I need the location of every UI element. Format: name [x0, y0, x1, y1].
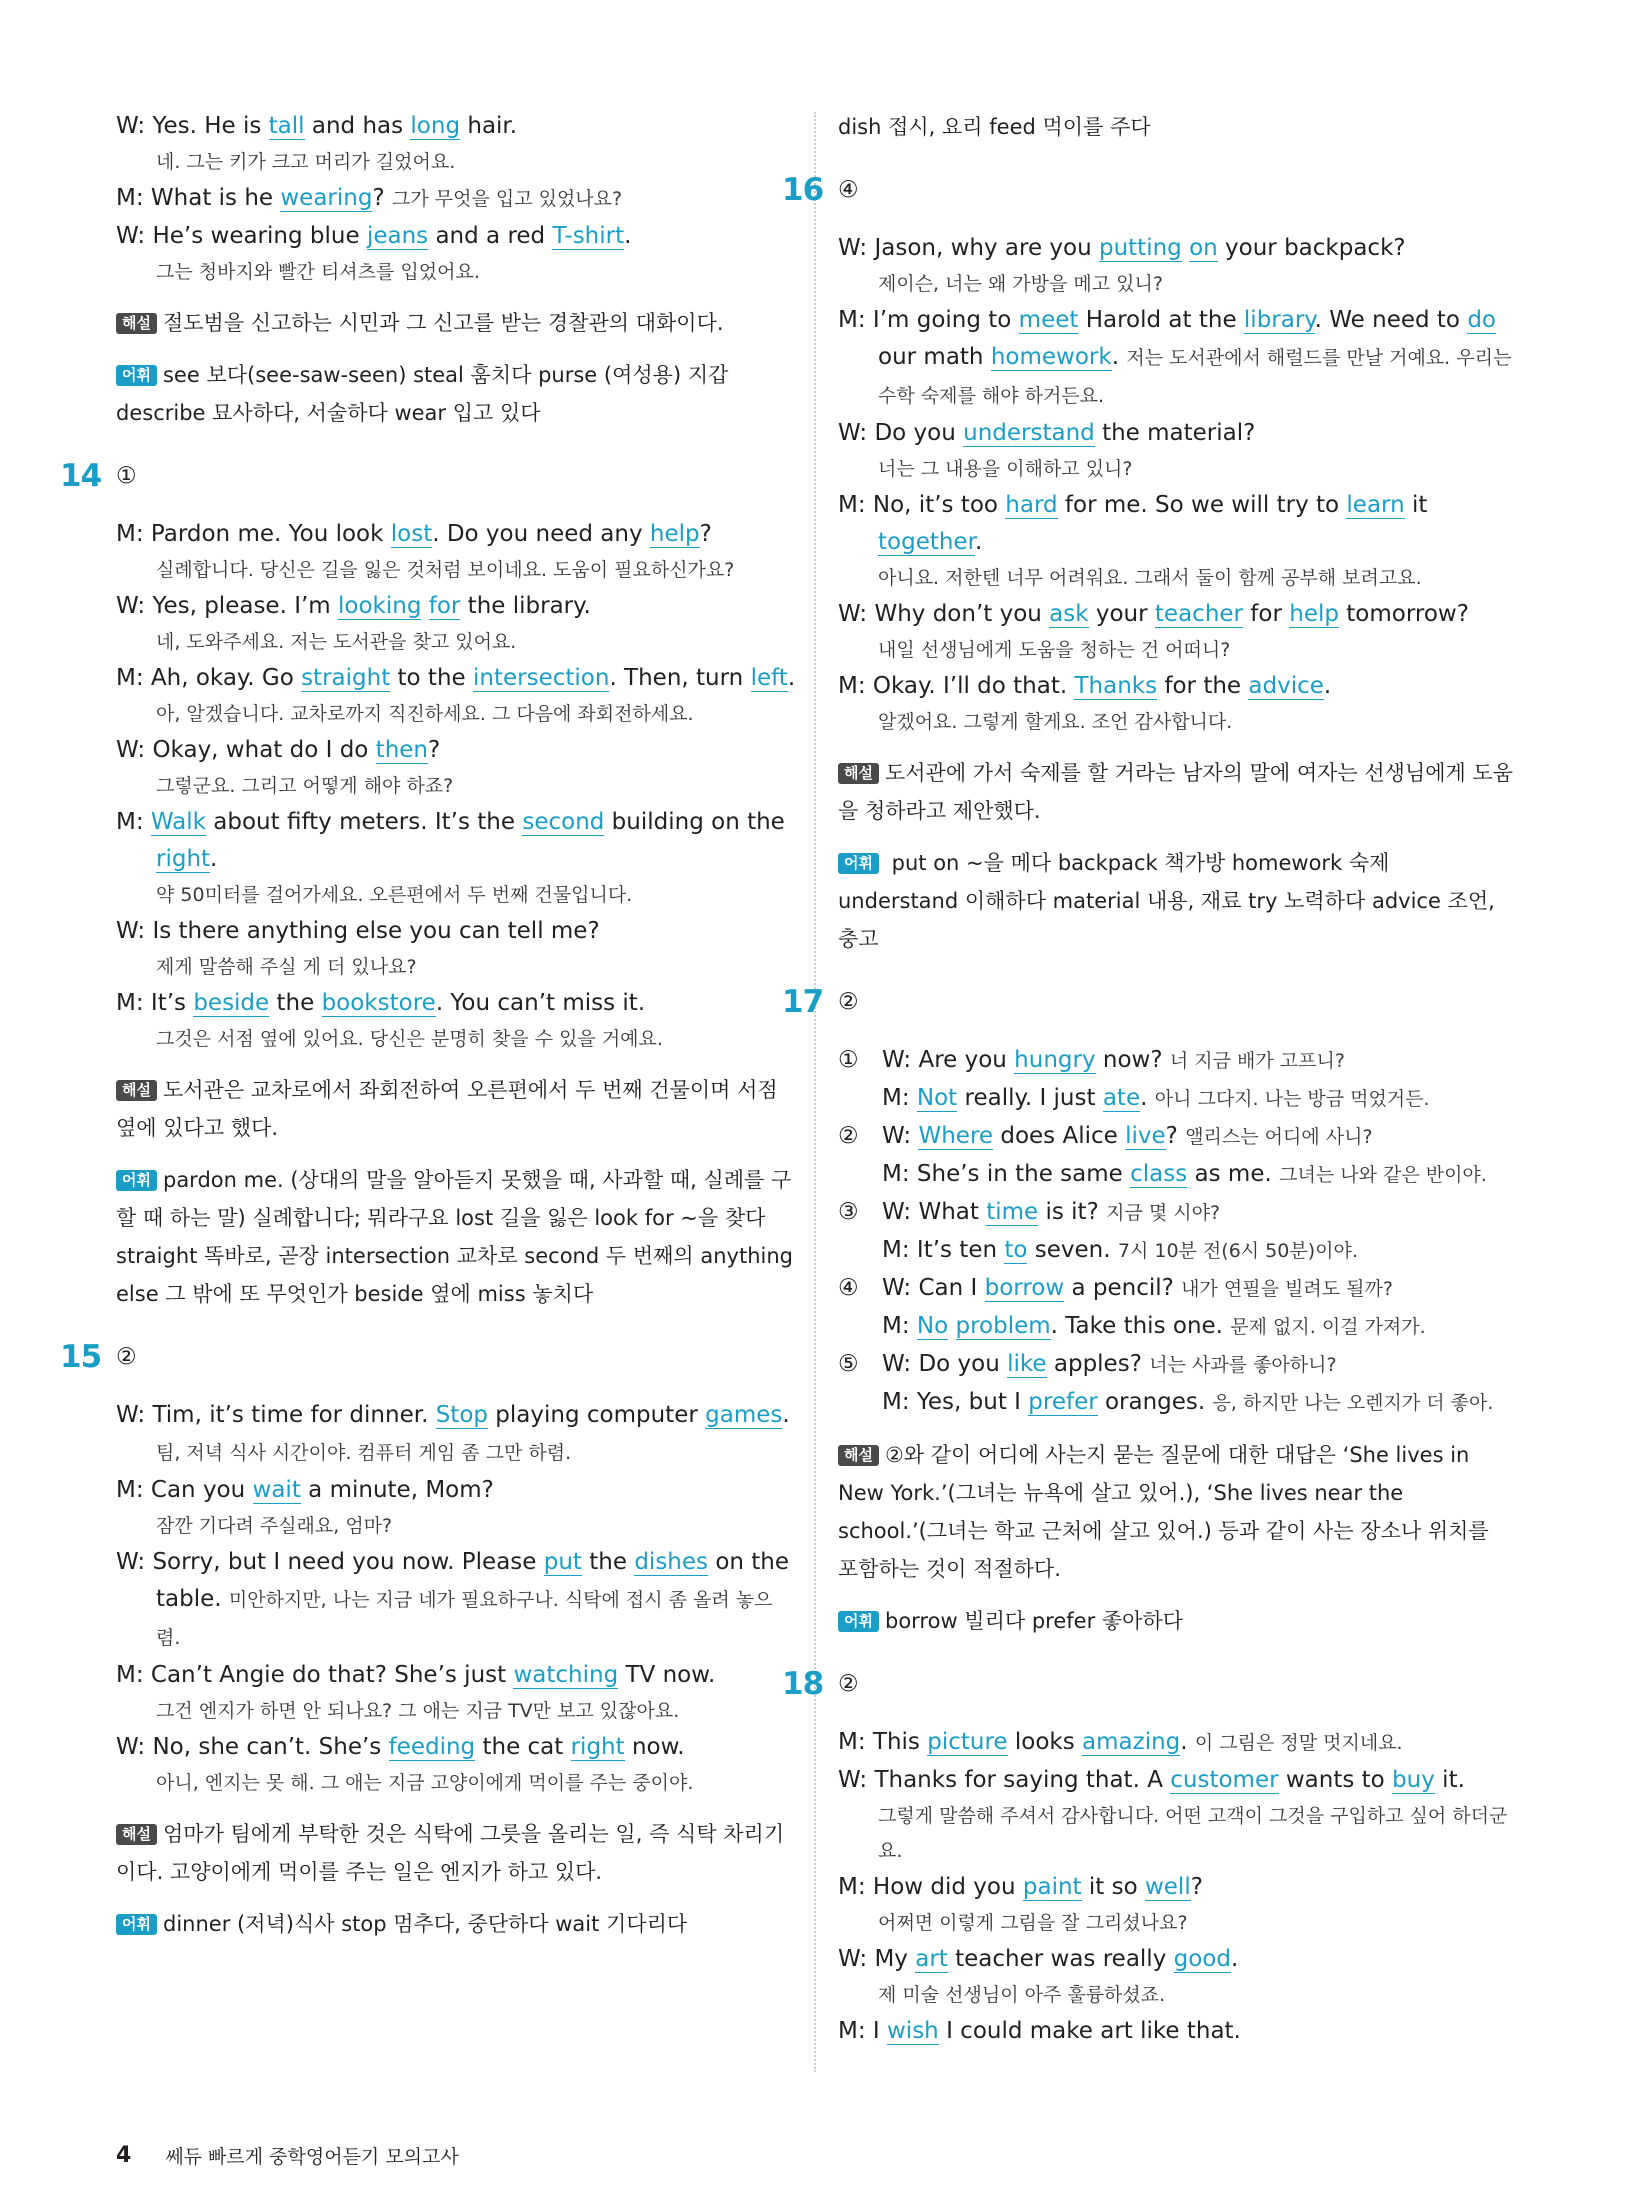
q17-header — [782, 984, 1514, 1020]
blank-answer: help — [649, 521, 700, 547]
blank-answer: do — [1467, 307, 1496, 333]
text-segment: 엄마가 팀에게 부탁한 것은 식탁에 그릇을 올리는 일, 즉 식탁 차리기이다. 고양이에게 먹이를 주는 일은 엔지가 하고 있다. — [116, 1822, 785, 1884]
text-segment: 문제 없지. 이걸 가져가. — [1230, 1316, 1426, 1338]
q17-option-1-w — [838, 1042, 1514, 1080]
text-segment: . Do you need any — [432, 521, 650, 547]
page-footer — [116, 2142, 459, 2169]
q14-line-4 — [116, 732, 796, 769]
q17-option-2-w — [838, 1118, 1514, 1156]
text-segment: . Then, turn — [609, 665, 751, 691]
text-segment: M: How did you — [838, 1874, 1023, 1900]
q14-translation-5: 약 50미터를 걸어가세요. 오른편에서 두 번째 건물입니다. — [156, 884, 633, 906]
explanation-tag: 해설 — [116, 1080, 157, 1101]
q18-translation-3: 어쩌면 이렇게 그림을 잘 그리셨나요? — [878, 1912, 1188, 1934]
text-segment: I could make art like that. — [938, 2018, 1241, 2044]
blank-answer: buy — [1392, 1767, 1435, 1793]
text-segment: your — [1088, 601, 1155, 627]
blank-answer: T-shirt — [552, 223, 625, 249]
blank-answer: homework — [990, 344, 1112, 370]
explanation-tag: 해설 — [838, 763, 879, 784]
text-segment: M: I — [838, 2018, 887, 2044]
text-segment: 절도범을 신고하는 시민과 그 신고를 받는 경찰관의 대화이다. — [162, 311, 724, 335]
text-segment: 아니 그다지. 나는 방금 먹었거든. — [1154, 1088, 1430, 1110]
explanation-tag: 해설 — [116, 313, 157, 334]
text-segment: M: Can you — [116, 1477, 253, 1503]
vocabulary-tag: 어휘 — [838, 853, 879, 874]
q16-translation-3: 너는 그 내용을 이해하고 있니? — [878, 458, 1133, 480]
text-segment: 미안하지만, 나는 지금 네가 필요하구나. 식탁에 접시 좀 올려 놓으렴. — [156, 1589, 773, 1649]
text-segment: oranges. — [1097, 1389, 1213, 1415]
q13-line-1 — [116, 108, 796, 145]
q14-line-5 — [116, 804, 796, 878]
q18-line-5 — [838, 2013, 1514, 2050]
text-segment: 응, 하지만 나는 오렌지가 더 좋아. — [1212, 1392, 1494, 1414]
text-segment: really. I just — [957, 1085, 1103, 1111]
question-number: 17 — [782, 984, 824, 1020]
q17-option-4-m — [882, 1308, 1514, 1346]
text-segment: . — [782, 1402, 790, 1428]
question-answer: ④ — [838, 177, 859, 203]
text-segment: ? — [1165, 1123, 1186, 1149]
blank-answer: paint — [1022, 1874, 1082, 1900]
text-segment: M: — [882, 1313, 917, 1339]
text-segment: the material? — [1094, 420, 1256, 446]
blank-answer: bookstore — [321, 990, 436, 1016]
q18-line-3 — [838, 1869, 1514, 1906]
text-segment: 이 그림은 정말 멋지네요. — [1194, 1732, 1403, 1754]
column-divider — [814, 112, 816, 2072]
question-number: 15 — [60, 1339, 102, 1375]
blank-answer: Thanks — [1074, 673, 1158, 699]
text-segment: . — [1323, 673, 1332, 699]
text-segment: now? — [1095, 1047, 1170, 1073]
text-segment: it — [1404, 492, 1428, 518]
blank-answer: learn — [1346, 492, 1405, 518]
vocabulary-tag: 어휘 — [838, 1611, 879, 1632]
text-segment: 너는 사과를 좋아하니? — [1149, 1354, 1337, 1376]
text-segment: as me. — [1187, 1161, 1280, 1187]
blank-answer: Where — [918, 1123, 994, 1149]
text-segment: W: Yes, please. I’m — [116, 593, 339, 619]
text-segment: the library. — [460, 593, 591, 619]
blank-answer: problem — [955, 1313, 1051, 1339]
text-segment: 너 지금 배가 고프니? — [1169, 1050, 1345, 1072]
q16-translation-5: 내일 선생님에게 도움을 청하는 건 어떠니? — [878, 639, 1231, 661]
question-answer: ② — [838, 1671, 859, 1697]
blank-answer: time — [986, 1199, 1039, 1225]
text-segment: W: Okay, what do I do — [116, 737, 376, 763]
text-segment: ③ — [838, 1199, 859, 1225]
question-answer: ① — [116, 463, 137, 489]
blank-answer: watching — [513, 1662, 619, 1688]
q18-line-2 — [838, 1762, 1514, 1799]
text-segment: M: — [116, 809, 151, 835]
text-segment: . — [1111, 344, 1127, 370]
blank-answer: borrow — [984, 1275, 1065, 1301]
text-segment: ? — [372, 185, 392, 211]
text-segment: M: It’s ten — [882, 1237, 1005, 1263]
q16-line-5 — [838, 596, 1514, 633]
text-segment: put on ~을 메다 backpack 책가방 homework 숙제 understand 이해하다 material 내용, 재료 try 노력하다 advice 조언, 충고 — [838, 851, 1495, 951]
q17-option-1-m — [882, 1080, 1514, 1118]
text-segment: Harold at the — [1078, 307, 1244, 333]
q18-translation-2: 그렇게 말씀해 주셔서 감사합니다. 어떤 고객이 그것을 구입하고 싶어 하더군요. — [878, 1805, 1508, 1862]
blank-answer: understand — [963, 420, 1095, 446]
text-segment: M: Can’t Angie do that? She’s just — [116, 1662, 514, 1688]
q16-header — [782, 172, 1514, 208]
blank-answer: intersection — [473, 665, 610, 691]
q15-vocabulary — [116, 1905, 796, 1943]
text-segment: a pencil? — [1064, 1275, 1182, 1301]
text-segment: W: Tim, it’s time for dinner. — [116, 1402, 436, 1428]
blank-answer: prefer — [1028, 1389, 1098, 1415]
text-segment: W: — [882, 1123, 919, 1149]
blank-answer: good — [1173, 1946, 1231, 1972]
blank-answer: amazing — [1082, 1729, 1181, 1755]
text-segment: W: Do you — [838, 420, 964, 446]
text-segment: apples? — [1046, 1351, 1150, 1377]
question-answer: ② — [116, 1344, 137, 1370]
blank-answer: ate — [1102, 1085, 1141, 1111]
text-segment: on the table. — [156, 1549, 790, 1612]
text-segment: W: My — [838, 1946, 916, 1972]
q14-translation-4: 그렇군요. 그리고 어떻게 해야 하죠? — [156, 775, 454, 797]
q13-translation-3: 그는 청바지와 빨간 티셔츠를 입었어요. — [156, 261, 480, 283]
blank-answer: right — [570, 1734, 625, 1760]
blank-answer: putting — [1098, 235, 1182, 261]
text-segment: wants to — [1278, 1767, 1393, 1793]
blank-answer: meet — [1018, 307, 1079, 333]
blank-answer: wearing — [280, 185, 373, 211]
text-segment: building on the — [604, 809, 785, 835]
blank-answer: left — [750, 665, 788, 691]
blank-answer: right — [156, 846, 211, 872]
text-segment: for me. So we will try to — [1057, 492, 1347, 518]
blank-answer: put — [543, 1549, 582, 1575]
text-segment: . — [787, 665, 796, 691]
q15-translation-5: 아니, 엔지는 못 해. 그 애는 지금 고양이에게 먹이를 주는 중이야. — [156, 1772, 694, 1794]
text-segment: M: Okay. I’ll do that. — [838, 673, 1075, 699]
text-segment: . — [1230, 1946, 1239, 1972]
q13-line-3 — [116, 218, 796, 255]
text-segment: W: No, she can’t. She’s — [116, 1734, 389, 1760]
q15-translation-4: 그건 엔지가 하면 안 되나요? 그 애는 지금 TV만 보고 있잖아요. — [156, 1700, 680, 1722]
text-segment: ? — [1190, 1874, 1203, 1900]
text-segment: M: She’s in the same — [882, 1161, 1131, 1187]
text-segment: . — [974, 529, 983, 555]
blank-answer: beside — [193, 990, 270, 1016]
text-segment: . You can’t miss it. — [435, 990, 646, 1016]
text-segment: tomorrow? — [1338, 601, 1469, 627]
book-title: 쎄듀 빠르게 중학영어듣기 모의고사 — [165, 2146, 459, 2168]
text-segment: W: Thanks for saying that. A — [838, 1767, 1171, 1793]
blank-answer: on — [1189, 235, 1218, 261]
q14-line-1 — [116, 516, 796, 553]
q13-line-2 — [116, 180, 796, 218]
q14-vocabulary — [116, 1161, 796, 1313]
text-segment: M: Pardon me. You look — [116, 521, 391, 547]
q14-translation-7: 그것은 서점 옆에 있어요. 당신은 분명히 찾을 수 있을 거예요. — [156, 1028, 663, 1050]
text-segment: TV now. — [618, 1662, 716, 1688]
blank-answer: teacher — [1154, 601, 1243, 627]
text-segment: 앨리스는 어디에 사니? — [1185, 1126, 1373, 1148]
blank-answer: looking — [338, 593, 422, 619]
text-segment: for the — [1157, 673, 1249, 699]
blank-answer: well — [1144, 1874, 1191, 1900]
text-segment: M: This — [838, 1729, 928, 1755]
blank-answer: for — [428, 593, 461, 619]
blank-answer: like — [1007, 1351, 1047, 1377]
q15-line-2 — [116, 1472, 796, 1509]
q17-option-5-w — [838, 1346, 1514, 1384]
blank-answer: Not — [916, 1085, 958, 1111]
blank-answer: together — [878, 529, 975, 555]
text-segment: W: Can I — [882, 1275, 985, 1301]
text-segment: the — [581, 1549, 635, 1575]
text-segment: W: Sorry, but I need you now. Please — [116, 1549, 544, 1575]
text-segment: 그녀는 나와 같은 반이야. — [1279, 1164, 1487, 1186]
text-segment: borrow 빌리다 prefer 좋아하다 — [884, 1609, 1184, 1633]
q15-line-3 — [116, 1544, 796, 1657]
text-segment: the cat — [475, 1734, 571, 1760]
text-segment: W: Why don’t you — [838, 601, 1050, 627]
blank-answer: Walk — [150, 809, 206, 835]
text-segment: teacher was really — [947, 1946, 1174, 1972]
text-segment: W: What — [882, 1199, 987, 1225]
blank-answer: advice — [1248, 673, 1324, 699]
blank-answer: Stop — [435, 1402, 488, 1428]
text-segment: 7시 10분 전(6시 50분)이야. — [1117, 1240, 1358, 1262]
vocabulary-tag: 어휘 — [116, 1170, 157, 1191]
text-segment: ⑤ — [838, 1351, 859, 1377]
text-segment: ②와 같이 어디에 사는지 묻는 질문에 대한 대답은 ‘She lives in New York.’(그녀는 뉴욕에 살고 있어.), ‘She lives near the school.’(그녀는 학교 근처에 살고 있어.) 등과 같이 사는 장소나 위치를 포함하는 것이 적절하다. — [838, 1443, 1489, 1581]
q13-translation-1: 네. 그는 키가 크고 머리가 길었어요. — [156, 151, 456, 173]
q14-line-3 — [116, 660, 796, 697]
text-segment: . — [624, 223, 632, 249]
blank-answer: library — [1243, 307, 1315, 333]
left-column — [60, 108, 796, 1953]
text-segment: about fifty meters. It’s the — [205, 809, 523, 835]
blank-answer: wait — [252, 1477, 301, 1503]
q14-line-6: W: Is there anything else you can tell me? — [116, 918, 600, 944]
vocabulary-tag: 어휘 — [116, 365, 157, 386]
blank-answer: jeans — [366, 223, 429, 249]
blank-answer: No — [916, 1313, 949, 1339]
blank-answer: customer — [1170, 1767, 1279, 1793]
text-segment: does Alice — [993, 1123, 1126, 1149]
text-segment: see 보다(see-saw-seen) steal 훔치다 purse (여성용) 지갑 describe 묘사하다, 서술하다 wear 입고 있다 — [116, 363, 729, 425]
blank-answer: tall — [268, 113, 305, 139]
blank-answer: straight — [301, 665, 391, 691]
text-segment: W: Yes. He is — [116, 113, 269, 139]
blank-answer: second — [522, 809, 605, 835]
blank-answer: wish — [887, 2018, 939, 2044]
blank-answer: picture — [927, 1729, 1008, 1755]
text-segment: now. — [624, 1734, 685, 1760]
question-number: 18 — [782, 1666, 824, 1702]
text-segment: M: No, it’s too — [838, 492, 1006, 518]
text-segment: . — [1140, 1085, 1155, 1111]
q16-translation-1: 제이슨, 너는 왜 가방을 메고 있니? — [878, 273, 1163, 295]
text-segment: the — [269, 990, 322, 1016]
q17-option-5-m — [882, 1384, 1514, 1422]
q17-vocabulary — [838, 1602, 1514, 1640]
blank-answer: art — [915, 1946, 948, 1972]
q14-explanation — [116, 1071, 796, 1147]
blank-answer: help — [1289, 601, 1339, 627]
q16-line-4 — [838, 487, 1514, 561]
text-segment: 팀, 저녁 식사 시간이야. 컴퓨터 게임 좀 그만 하렴. — [156, 1442, 572, 1464]
text-segment: M: Yes, but I — [882, 1389, 1029, 1415]
q14-translation-2: 네, 도와주세요. 저는 도서관을 찾고 있어요. — [156, 631, 517, 653]
q17-option-2-m — [882, 1156, 1514, 1194]
q15-line-1 — [116, 1397, 796, 1472]
text-segment: our math — [878, 344, 991, 370]
text-segment: it. — [1434, 1767, 1465, 1793]
blank-answer: games — [705, 1402, 783, 1428]
q18-line-1 — [838, 1724, 1514, 1762]
right-column — [782, 108, 1514, 2050]
q15-line-5 — [116, 1729, 796, 1766]
explanation-tag: 해설 — [116, 1824, 157, 1845]
text-segment: hair. — [460, 113, 518, 139]
blank-answer: lost — [390, 521, 433, 547]
q15-header — [60, 1339, 796, 1375]
text-segment: 저는 도서관에서 해럴드를 만날 거예요. 우리는 수학 숙제를 해야 하거든요. — [878, 347, 1512, 407]
q18-line-4 — [838, 1941, 1514, 1978]
q14-header — [60, 458, 796, 494]
q16-explanation — [838, 754, 1514, 830]
text-segment: it so — [1081, 1874, 1145, 1900]
q17-option-3-w — [838, 1194, 1514, 1232]
q14-translation-1: 실례합니다. 당신은 길을 잃은 것처럼 보이네요. 도움이 필요하신가요? — [156, 559, 735, 581]
question-answer: ② — [838, 989, 859, 1015]
text-segment: and has — [304, 113, 411, 139]
q18-translation-4: 제 미술 선생님이 아주 훌륭하셨죠. — [878, 1984, 1166, 2006]
blank-answer: to — [1004, 1237, 1028, 1263]
q18-header — [782, 1666, 1514, 1702]
text-segment: . — [210, 846, 218, 872]
q16-vocabulary — [838, 844, 1514, 958]
q14-line-2 — [116, 588, 796, 625]
text-segment: your backpack? — [1217, 235, 1406, 261]
text-segment: to the — [390, 665, 473, 691]
text-segment: seven. — [1027, 1237, 1118, 1263]
q16-line-3 — [838, 415, 1514, 452]
text-segment: ? — [428, 737, 441, 763]
text-segment: ? — [699, 521, 712, 547]
text-segment: M: What is he — [116, 185, 281, 211]
text-segment: M: I’m going to — [838, 307, 1019, 333]
q16-line-6 — [838, 668, 1514, 705]
q14-translation-6: 제게 말씀해 주실 게 더 있나요? — [156, 956, 417, 978]
text-segment: for — [1243, 601, 1290, 627]
text-segment: . We need to — [1314, 307, 1468, 333]
q15-translation-2: 잠깐 기다려 주실래요, 엄마? — [156, 1515, 393, 1537]
text-segment: 도서관은 교차로에서 좌회전하여 오른편에서 두 번째 건물이며 서점 옆에 있다고 했다. — [116, 1078, 778, 1140]
page-number: 4 — [116, 2143, 132, 2168]
q14-translation-3: 아, 알겠습니다. 교차로까지 직진하세요. 그 다음에 좌회전하세요. — [156, 703, 694, 725]
text-segment: M: — [882, 1085, 917, 1111]
text-segment: . Take this one. — [1050, 1313, 1231, 1339]
q13-explanation — [116, 304, 796, 342]
q16-line-1 — [838, 230, 1514, 267]
text-segment: 그가 무엇을 입고 있었나요? — [392, 188, 623, 210]
q14-line-7 — [116, 985, 796, 1022]
text-segment: . — [1180, 1729, 1195, 1755]
blank-answer: dishes — [634, 1549, 709, 1575]
q15-line-4 — [116, 1657, 796, 1694]
text-segment: 지금 몇 시야? — [1106, 1202, 1221, 1224]
q17-explanation — [838, 1436, 1514, 1588]
text-segment: playing computer — [488, 1402, 706, 1428]
blank-answer: then — [375, 737, 428, 763]
blank-answer: class — [1130, 1161, 1188, 1187]
question-number: 14 — [60, 458, 102, 494]
text-segment: a minute, Mom? — [300, 1477, 494, 1503]
text-segment: 도서관에 가서 숙제를 할 거라는 남자의 말에 여자는 선생님에게 도움을 청하라고 제안했다. — [838, 761, 1514, 823]
text-segment: is it? — [1038, 1199, 1107, 1225]
text-segment: dinner (저녁)식사 stop 멈추다, 중단하다 wait 기다리다 — [162, 1912, 688, 1936]
text-segment: M: Ah, okay. Go — [116, 665, 302, 691]
text-segment: 내가 연필을 빌려도 될까? — [1181, 1278, 1393, 1300]
q17-option-4-w — [838, 1270, 1514, 1308]
blank-answer: hungry — [1014, 1047, 1096, 1073]
text-segment: ② — [838, 1123, 859, 1149]
blank-answer: ask — [1049, 601, 1089, 627]
text-segment: M: It’s — [116, 990, 194, 1016]
text-segment: pardon me. (상대의 말을 알아듣지 못했을 때, 사과할 때, 실례를 구할 때 하는 말) 실례합니다; 뭐라구요 lost 길을 잃은 look for ~을 찾다 straight 똑바로, 곧장 intersection 교차로 second 두 번째의 anything else 그 밖에 또 무엇인가 beside 옆에 miss 놓치다 — [116, 1168, 793, 1306]
q16-translation-6: 알겠어요. 그렇게 할게요. 조언 감사합니다. — [878, 711, 1233, 733]
text-segment: ④ — [838, 1275, 859, 1301]
q16-line-2 — [838, 302, 1514, 415]
blank-answer: long — [410, 113, 461, 139]
blank-answer: hard — [1005, 492, 1058, 518]
q15-vocabulary-cont: dish 접시, 요리 feed 먹이를 주다 — [838, 115, 1151, 139]
q15-explanation — [116, 1815, 796, 1891]
q17-option-3-m — [882, 1232, 1514, 1270]
text-segment: ① — [838, 1047, 859, 1073]
blank-answer: live — [1125, 1123, 1166, 1149]
text-segment: and a red — [428, 223, 553, 249]
text-segment: W: Jason, why are you — [838, 235, 1099, 261]
q13-vocabulary — [116, 356, 796, 432]
q16-translation-4: 아니요. 저한텐 너무 어려워요. 그래서 둘이 함께 공부해 보려고요. — [878, 567, 1422, 589]
blank-answer: feeding — [388, 1734, 476, 1760]
text-segment: looks — [1007, 1729, 1083, 1755]
text-segment: W: Do you — [882, 1351, 1008, 1377]
vocabulary-tag: 어휘 — [116, 1914, 157, 1935]
text-segment: W: He’s wearing blue — [116, 223, 367, 249]
question-number: 16 — [782, 172, 824, 208]
text-segment: W: Are you — [882, 1047, 1015, 1073]
explanation-tag: 해설 — [838, 1445, 879, 1466]
